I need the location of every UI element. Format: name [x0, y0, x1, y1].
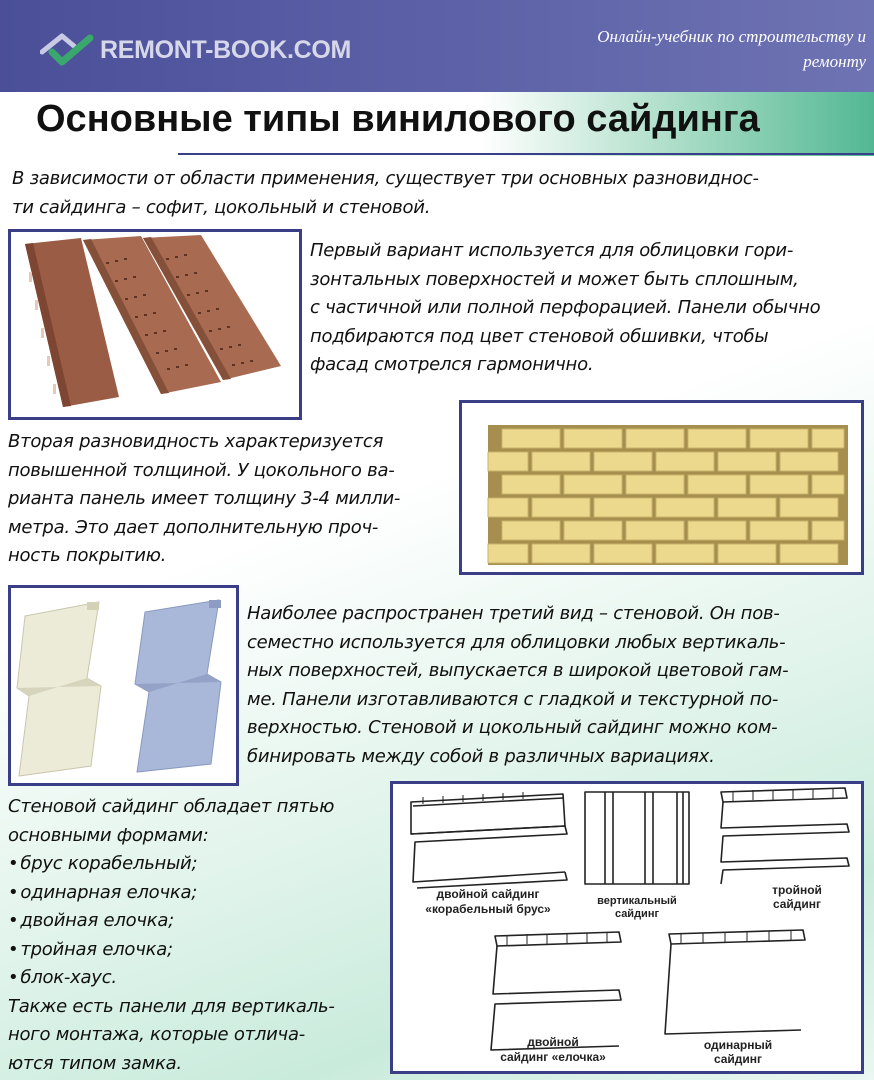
tagline-line: ремонту: [803, 52, 866, 71]
soffit-panel-image: [8, 229, 302, 420]
logo-text: REMONT-BOOK.COM: [100, 35, 352, 64]
site-logo[interactable]: [40, 32, 351, 68]
label-single: одинарный: [703, 1038, 773, 1052]
text-line: ность покрытию.: [8, 545, 167, 566]
text-line: метра. Это дает дополнительную проч-: [8, 516, 379, 538]
soffit-paragraph: [310, 237, 865, 380]
basement-paragraph: [8, 428, 458, 571]
text-line: Вторая разновидность характеризуется: [8, 431, 384, 452]
text-line: Также есть панели для вертикаль-: [8, 995, 335, 1017]
label-triple: сайдинг: [772, 897, 822, 911]
title-underline: [178, 153, 874, 155]
text-line: Первый вариант используется для облицовки гори-: [310, 240, 794, 261]
text-line: семестно используется для облицовки любых вертикаль-: [247, 631, 786, 653]
text-line: основными формами:: [8, 824, 209, 846]
text-line: Наиболее распространен третий вид – стеновой. Он пов-: [247, 603, 780, 624]
basement-panel-image: [459, 400, 864, 575]
text-line: ются типом замка.: [8, 1052, 182, 1074]
site-header: [0, 0, 874, 92]
text-line: В зависимости от области применения, существует три основных разновиднос-: [12, 168, 759, 189]
label-double-shiplap: «корабельный брус»: [425, 902, 551, 916]
house-check-icon: [40, 32, 94, 68]
label-double-shiplap: двойной сайдинг: [436, 887, 540, 901]
brick-panel-illustration: [462, 403, 861, 572]
text-line: рианта панель имеет толщину 3-4 милли-: [8, 488, 401, 509]
tagline-line: Онлайн-учебник по строительству и: [597, 27, 866, 46]
text-line: ме. Панели изготавливаются с гладкой и текстурной по-: [247, 688, 779, 710]
text-line: верхностью. Стеновой и цокольный сайдинг можно ком-: [247, 717, 778, 738]
text-line: повышенной толщиной. У цокольного ва-: [8, 459, 395, 481]
label-double-herringbone: двойной: [527, 1035, 579, 1049]
text-line: ти сайдинга – софит, цокольный и стеновой.: [12, 196, 431, 218]
text-line: ного монтажа, которые отлича-: [8, 1024, 305, 1045]
label-triple: тройной: [772, 883, 822, 897]
text-line: фасад смотрелся гармонично.: [310, 354, 594, 375]
text-line: Стеновой сайдинг обладает пятью: [8, 796, 335, 817]
page-title: Основные типы винилового сайдинга: [36, 98, 760, 140]
forms-section: [8, 793, 388, 1078]
label-single: сайдинг: [713, 1052, 763, 1066]
wall-panel-illustration: [11, 588, 236, 783]
text-line: ных поверхностей, выпускается в широкой цветовой гам-: [247, 660, 789, 681]
wall-panel-image: [8, 585, 239, 786]
siding-forms-illustration: [393, 784, 861, 1071]
list-item: • блок-хаус.: [8, 964, 388, 993]
label-vertical: вертикальный: [597, 895, 677, 907]
list-item: • брус корабельный;: [8, 850, 388, 879]
text-line: с частичной или полной перфорацией. Панели обычно: [310, 297, 821, 318]
list-item: • одинарная елочка;: [8, 879, 388, 908]
text-line: бинировать между собой в различных вариациях.: [247, 745, 715, 767]
soffit-panel-illustration: [11, 232, 299, 417]
text-line: подбираются под цвет стеновой обшивки, чтобы: [310, 325, 769, 347]
intro-paragraph: [12, 165, 864, 222]
label-double-herringbone: сайдинг «елочка»: [500, 1050, 606, 1064]
text-line: зонтальных поверхностей и может быть сплошным,: [310, 268, 799, 290]
wall-paragraph: [247, 600, 864, 771]
list-item: • тройная елочка;: [8, 936, 388, 965]
forms-list: [8, 850, 388, 993]
label-vertical: сайдинг: [614, 908, 660, 920]
list-item: • двойная елочка;: [8, 907, 388, 936]
site-tagline: [526, 24, 866, 74]
siding-forms-diagram: [390, 781, 864, 1074]
